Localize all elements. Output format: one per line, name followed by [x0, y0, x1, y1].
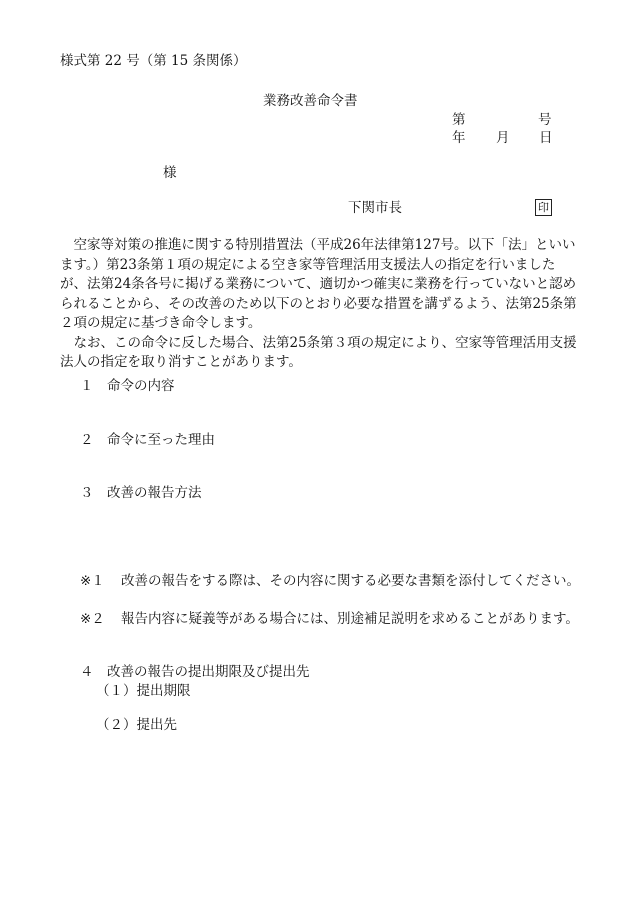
section-4-item-1: （１）提出期限 — [96, 683, 191, 699]
note-1-text: 改善の報告をする際は、その内容に関する必要な書類を添付してください。 — [121, 573, 580, 589]
body-paragraph-2: なお、この命令に反した場合、法第25条第３項の規定により、空家等管理活用支援法人の指定を取り消すことがあります。 — [60, 334, 577, 370]
section-1-heading: １ 命令の内容 — [80, 378, 175, 394]
date-year: 年 — [452, 130, 466, 146]
note-2-mark: ※２ — [80, 611, 105, 627]
form-number-label: 様式第 22 号（第 15 条関係） — [60, 53, 247, 69]
document-number-suffix: 号 — [538, 112, 552, 128]
note-2-text: 報告内容に疑義等がある場合には、別途補足説明を求めることがあります。 — [121, 611, 579, 627]
section-3-heading: ３ 改善の報告方法 — [80, 485, 202, 501]
section-4-heading: ４ 改善の報告の提出期限及び提出先 — [80, 664, 310, 680]
note-1 — [80, 572, 580, 612]
note-1-mark: ※１ — [80, 573, 105, 589]
addressee-honorific: 様 — [163, 165, 177, 181]
body-paragraph-1: 空家等対策の推進に関する特別措置法（平成26年法律第127号。以下「法」といいます。）第23条第１項の規定による空き家等管理活用支援法人の指定を行いましたが、法第24条各号に掲げる業務について、適切かつ確実に業務を行っていないと認められることから、その改善のため以下のとおり必要な措置を講ずるよう、法第25条第２項の規定に基づき命令します。 — [60, 237, 577, 331]
section-4-item-2: （２）提出先 — [96, 717, 177, 733]
date-month: 月 — [496, 130, 510, 146]
body-paragraph — [60, 236, 580, 373]
date-day: 日 — [539, 130, 553, 146]
document-title: 業務改善命令書 — [263, 93, 358, 109]
seal-stamp: 印 — [535, 199, 552, 216]
document-number-prefix: 第 — [452, 112, 466, 128]
note-2 — [80, 610, 580, 650]
section-2-heading: ２ 命令に至った理由 — [80, 432, 215, 448]
issuer-name: 下関市長 — [348, 200, 402, 216]
